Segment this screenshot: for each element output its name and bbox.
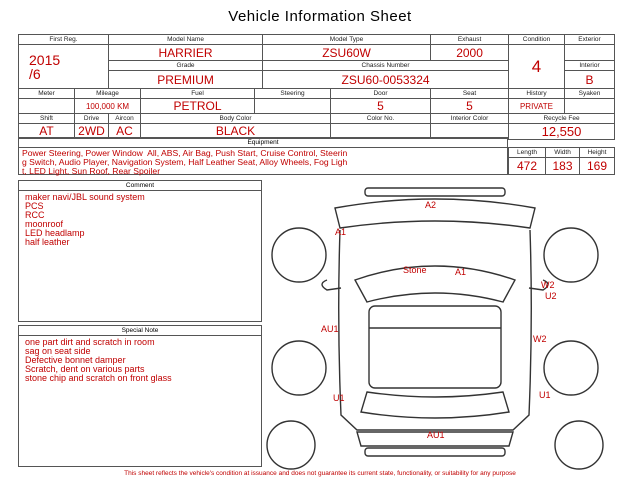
meter-label: Meter: [19, 89, 75, 99]
spare-wheel-right: [555, 421, 603, 469]
shift-label: Shift: [19, 114, 75, 124]
first-reg-year: 2015: [29, 51, 61, 68]
seat-value: 5: [431, 99, 509, 114]
dimensions-grid: [508, 147, 615, 175]
first-reg-cell: [19, 45, 109, 89]
damage-mark-left-mid: AU1: [321, 324, 339, 334]
spare-wheel-left: [267, 421, 315, 469]
grade-value: PREMIUM: [109, 71, 263, 89]
rear-bumper-shape: [365, 448, 505, 456]
width-value: 183: [546, 158, 580, 175]
rear-glass-shape: [361, 392, 509, 418]
interior-label: Interior: [565, 61, 615, 71]
drive-value: 2WD: [75, 124, 109, 139]
history-grid: [508, 88, 615, 140]
seat-label: Seat: [431, 89, 509, 99]
syaken-label: Syaken: [565, 89, 615, 99]
door-label: Door: [331, 89, 431, 99]
comment-box: [18, 180, 262, 322]
comment-text: maker navi/JBL sound system PCS RCC moonroof LED headlamp half leather: [25, 192, 145, 247]
meter-value: [19, 99, 75, 114]
condition-value: 4: [509, 45, 565, 89]
windshield-shape: [355, 266, 515, 302]
damage-mark-right-front-w2: W2: [541, 280, 555, 290]
shift-value: AT: [19, 124, 75, 139]
damage-mark-rear: AU1: [427, 430, 445, 440]
wheel-rear-left: [272, 341, 326, 395]
specs-grid: [18, 88, 509, 139]
wheel-front-left: [272, 228, 326, 282]
mileage-value: 100,000 KM: [75, 99, 141, 114]
damage-mark-right-rear: U1: [539, 390, 551, 400]
grade-label: Grade: [109, 61, 263, 71]
aircon-value: AC: [109, 124, 141, 139]
body-color-label: Body Color: [141, 114, 331, 124]
damage-mark-left-rear: U1: [333, 393, 345, 403]
first-reg-label: First Reg.: [19, 35, 109, 45]
condition-label: Condition: [509, 35, 565, 45]
height-value: 169: [580, 158, 615, 175]
exhaust-label: Exhaust: [431, 35, 509, 45]
condition-grid: [508, 34, 615, 89]
damage-mark-front-left: A1: [335, 227, 347, 237]
damage-mark-windshield: A1: [455, 267, 467, 277]
steering-value: [255, 99, 331, 114]
roof-shape: [369, 306, 501, 388]
vehicle-info-grid: [18, 34, 509, 89]
sheet-title: Vehicle Information Sheet: [228, 8, 412, 25]
exterior-value: [565, 45, 615, 61]
aircon-label: Aircon: [109, 114, 141, 124]
mileage-label: Mileage: [75, 89, 141, 99]
equipment-box: [18, 137, 508, 175]
chassis-value: ZSU60-0053324: [263, 71, 509, 89]
comment-label: Comment: [19, 181, 261, 191]
drive-label: Drive: [75, 114, 109, 124]
front-bumper-shape: [365, 188, 505, 196]
damage-mark-right-mid: W2: [533, 334, 547, 344]
door-value: 5: [331, 99, 431, 114]
recycle-fee-value: 12,550: [509, 124, 615, 140]
equipment-text: Power Steering, Power Window All, ABS, Air Bag, Push Start, Cruise Control, Steerin g Switch, Audio Player, Navigation System, Half Leather Seat, Alloy Wheels, Fog Ligh t, LED Light, Sun Roof, Rear Spoiler: [22, 148, 348, 176]
footer-disclaimer: This sheet reflects the vehicle's condition at issuance and does not guarantee its current state, functionality, or suitability for any purpose: [124, 470, 516, 477]
model-name-label: Model Name: [109, 35, 263, 45]
history-label: History: [509, 89, 565, 99]
syaken-value: [565, 99, 615, 114]
recycle-fee-label: Recycle Fee: [509, 114, 615, 124]
body-outline: [339, 230, 532, 430]
width-label: Width: [546, 148, 580, 158]
wheel-front-right: [544, 228, 598, 282]
model-type-value: ZSU60W: [263, 45, 431, 61]
damage-mark-stone: Stone: [403, 265, 427, 275]
steering-label: Steering: [255, 89, 331, 99]
exterior-label: Exterior: [565, 35, 615, 45]
wheel-rear-right: [544, 341, 598, 395]
chassis-label: Chassis Number: [263, 61, 509, 71]
damage-mark-front: A2: [425, 200, 437, 210]
first-reg-month: /6: [29, 65, 41, 82]
fuel-value: PETROL: [141, 99, 255, 114]
interior-value: B: [565, 71, 615, 89]
color-no-label: Color No.: [331, 114, 431, 124]
length-value: 472: [509, 158, 546, 175]
body-color-value: BLACK: [141, 124, 331, 139]
interior-color-label: Interior Color: [431, 114, 509, 124]
history-value: PRIVATE: [509, 99, 565, 114]
special-note-text: one part dirt and scratch in room sag on seat side Defective bonnet damper Scratch, dent on various parts stone chip and scratch on front glass: [25, 337, 172, 383]
equipment-label: Equipment: [19, 138, 507, 148]
exhaust-value: 2000: [431, 45, 509, 61]
height-label: Height: [580, 148, 615, 158]
length-label: Length: [509, 148, 546, 158]
special-note-box: [18, 325, 262, 467]
model-type-label: Model Type: [263, 35, 431, 45]
special-note-label: Special Note: [19, 326, 261, 336]
damage-mark-right-front-u2: U2: [545, 291, 557, 301]
car-damage-diagram: [265, 180, 615, 470]
fuel-label: Fuel: [141, 89, 255, 99]
model-name-value: HARRIER: [109, 45, 263, 61]
